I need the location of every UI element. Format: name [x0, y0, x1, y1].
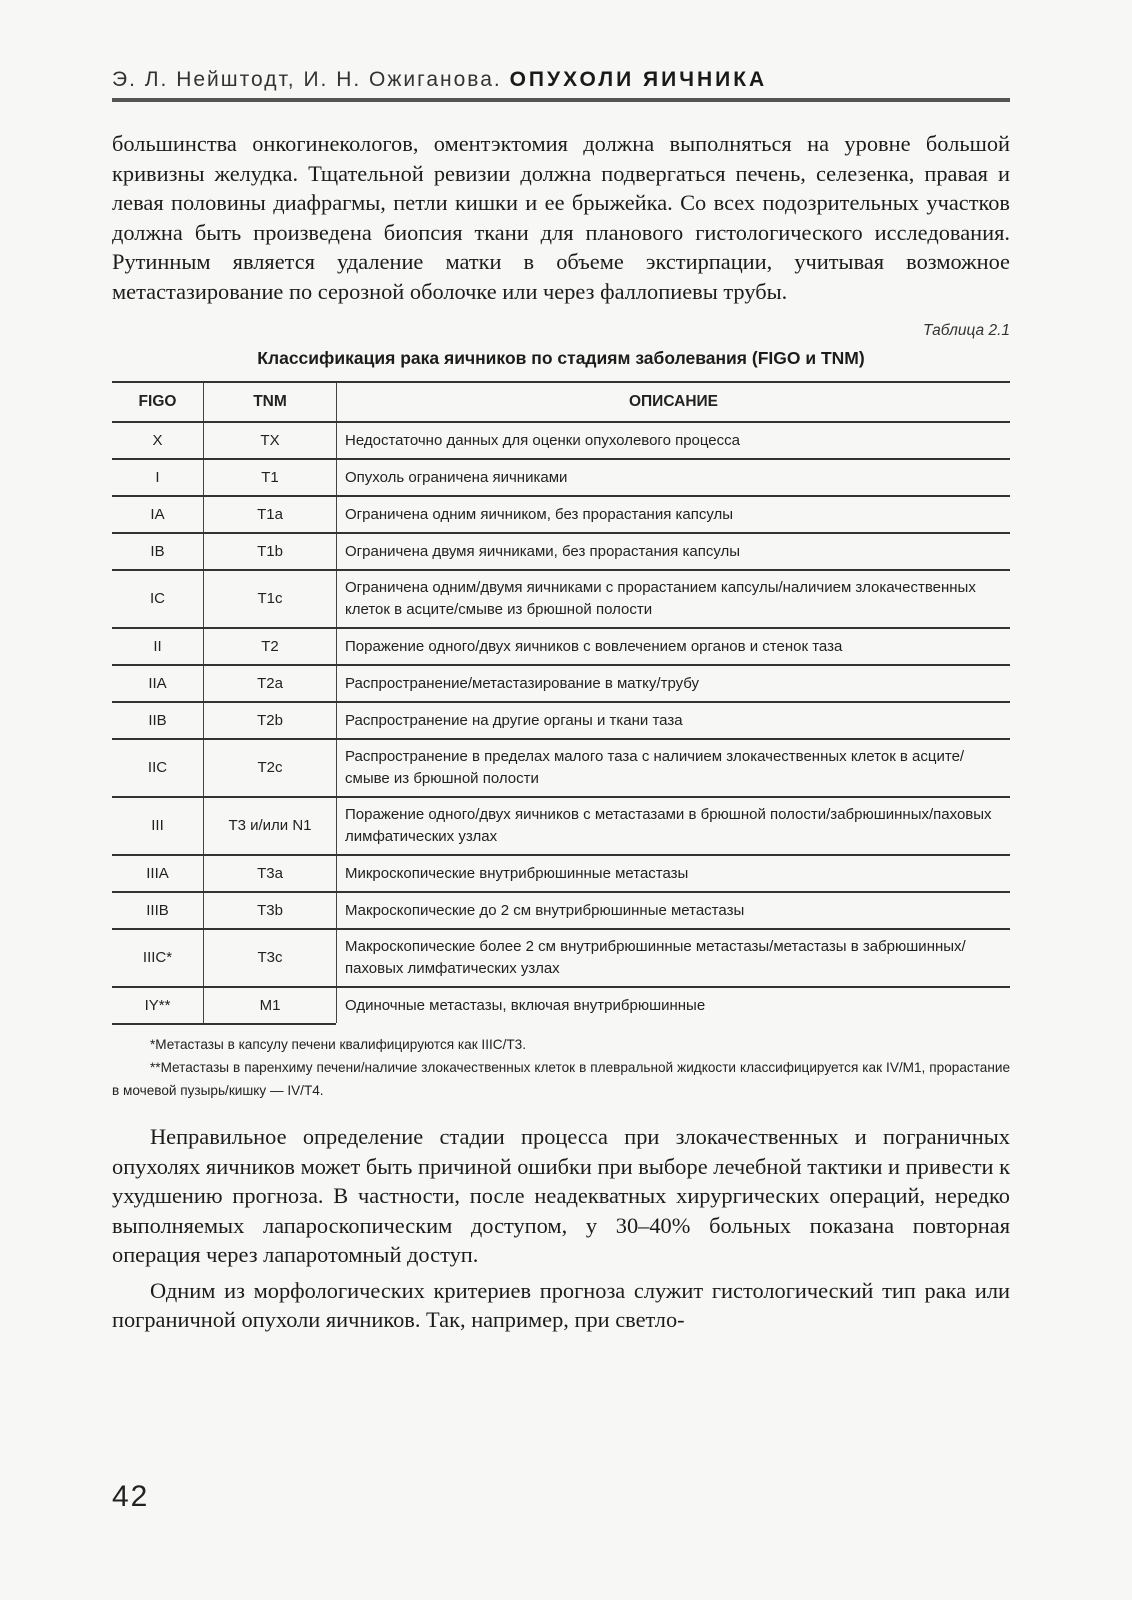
table-bottom-rule	[112, 1023, 336, 1025]
header-authors: Э. Л. Нейштодт, И. Н. Ожиганова.	[112, 68, 502, 91]
table-row	[112, 929, 1010, 987]
cell-figo: X	[112, 422, 204, 459]
cell-description: Поражение одного/двух яичников с метастазами в брюшной полости/забрюшинных/паховых лимфатических узлах	[337, 797, 1011, 855]
staging-table	[112, 381, 1010, 1023]
table-row	[112, 855, 1010, 892]
cell-description: Ограничена одним яичником, без прорастания капсулы	[337, 496, 1011, 533]
table-title: Классификация рака яичников по стадиям заболевания (FIGO и TNM)	[257, 348, 865, 368]
table-row	[112, 570, 1010, 628]
cell-description: Распространение на другие органы и ткани таза	[337, 702, 1011, 739]
cell-tnm: T3 и/или N1	[204, 797, 337, 855]
cell-figo: IIA	[112, 665, 204, 702]
cell-tnm: T1b	[204, 533, 337, 570]
page-number: 42	[112, 1480, 150, 1513]
header-book-title: ОПУХОЛИ ЯИЧНИКА	[509, 68, 768, 91]
table-row	[112, 496, 1010, 533]
paragraph-2: Неправильное определение стадии процесса при злокачественных и пограничных опухолях яичников может быть причиной ошибки при выборе лечебной тактики и привести к ухудшению прогноза. В частности, после неадекватных хирургических операций, нередко выполняемых лапароскопическим доступом, у 30–40% больных показана повторная операция через лапаротомный доступ.	[112, 1124, 1010, 1267]
cell-figo: IIB	[112, 702, 204, 739]
table-row	[112, 797, 1010, 855]
cell-description: Недостаточно данных для оценки опухолевого процесса	[337, 422, 1011, 459]
cell-tnm: T1c	[204, 570, 337, 628]
table-row	[112, 665, 1010, 702]
header-figo: FIGO	[112, 382, 204, 422]
cell-figo: IA	[112, 496, 204, 533]
table-row	[112, 987, 1010, 1023]
cell-description: Ограничена двумя яичниками, без прорастания капсулы	[337, 533, 1011, 570]
running-head	[112, 68, 1010, 102]
cell-tnm: T3b	[204, 892, 337, 929]
cell-tnm: T2b	[204, 702, 337, 739]
cell-description: Макроскопические до 2 см внутрибрюшинные метастазы	[337, 892, 1011, 929]
table-row	[112, 422, 1010, 459]
cell-figo: I	[112, 459, 204, 496]
paragraph-1: большинства онкогинекологов, оментэктомия должна выполняться на уровне большой кривизны желудка. Тщательной ревизии должна подвергаться печень, селезенка, правая и левая половины диафрагмы, петли кишки и ее брыжейка. Со всех подозрительных участков должна быть произведена биопсия ткани для планового гистологического исследования. Рутинным является удаление матки в объеме экстирпации, учитывая возможное метастазирование по серозной оболочке или через фаллопиевы трубы.	[112, 131, 1010, 304]
table-header-row	[112, 382, 1010, 422]
cell-tnm: T1a	[204, 496, 337, 533]
cell-figo: III	[112, 797, 204, 855]
cell-tnm: T1	[204, 459, 337, 496]
cell-description: Распространение в пределах малого таза с наличием злокачественных клеток в асците/смыве из брюшной полости	[337, 739, 1011, 797]
cell-tnm: T2c	[204, 739, 337, 797]
cell-figo: IIC	[112, 739, 204, 797]
cell-figo: IIIC*	[112, 929, 204, 987]
cell-figo: II	[112, 628, 204, 665]
table-row	[112, 628, 1010, 665]
cell-tnm: T3c	[204, 929, 337, 987]
cell-tnm: T2a	[204, 665, 337, 702]
header-tnm: TNM	[204, 382, 337, 422]
table-footnotes	[112, 1033, 1010, 1102]
footnote-1: *Метастазы в капсулу печени квалифицируются как IIIC/T3.	[150, 1037, 526, 1052]
table-number: Таблица 2.1	[923, 322, 1010, 339]
cell-figo: IIIB	[112, 892, 204, 929]
table-row	[112, 533, 1010, 570]
cell-description: Поражение одного/двух яичников с вовлечением органов и стенок таза	[337, 628, 1011, 665]
cell-figo: IY**	[112, 987, 204, 1023]
cell-description: Распространение/метастазирование в матку/трубу	[337, 665, 1011, 702]
cell-description: Опухоль ограничена яичниками	[337, 459, 1011, 496]
cell-figo: IIIA	[112, 855, 204, 892]
paragraph-3: Одним из морфологических критериев прогноза служит гистологический тип рака или пограничной опухоли яичников. Так, например, при светло-	[112, 1277, 1010, 1332]
table-row	[112, 892, 1010, 929]
header-description: ОПИСАНИЕ	[337, 382, 1011, 422]
table-row	[112, 702, 1010, 739]
book-page	[112, 68, 1010, 1335]
cell-tnm: T2	[204, 628, 337, 665]
cell-figo: IB	[112, 533, 204, 570]
table-row	[112, 459, 1010, 496]
cell-description: Макроскопические более 2 см внутрибрюшинные метастазы/метастазы в забрюшинных/паховых лимфатических узлах	[337, 929, 1011, 987]
cell-figo: IC	[112, 570, 204, 628]
footnote-2: **Метастазы в паренхиму печени/наличие злокачественных клеток в плевральной жидкости классифицируется как IV/M1, прорастание в мочевой пузырь/кишку — IV/T4.	[112, 1060, 1010, 1098]
table-row	[112, 739, 1010, 797]
cell-tnm: TX	[204, 422, 337, 459]
cell-description: Ограничена одним/двумя яичниками с прорастанием капсулы/наличием злокачественных клеток в асците/смыве из брюшной полости	[337, 570, 1011, 628]
cell-tnm: T3a	[204, 855, 337, 892]
cell-tnm: M1	[204, 987, 337, 1023]
cell-description: Микроскопические внутрибрюшинные метастазы	[337, 855, 1011, 892]
cell-description: Одиночные метастазы, включая внутрибрюшинные	[345, 996, 706, 1014]
